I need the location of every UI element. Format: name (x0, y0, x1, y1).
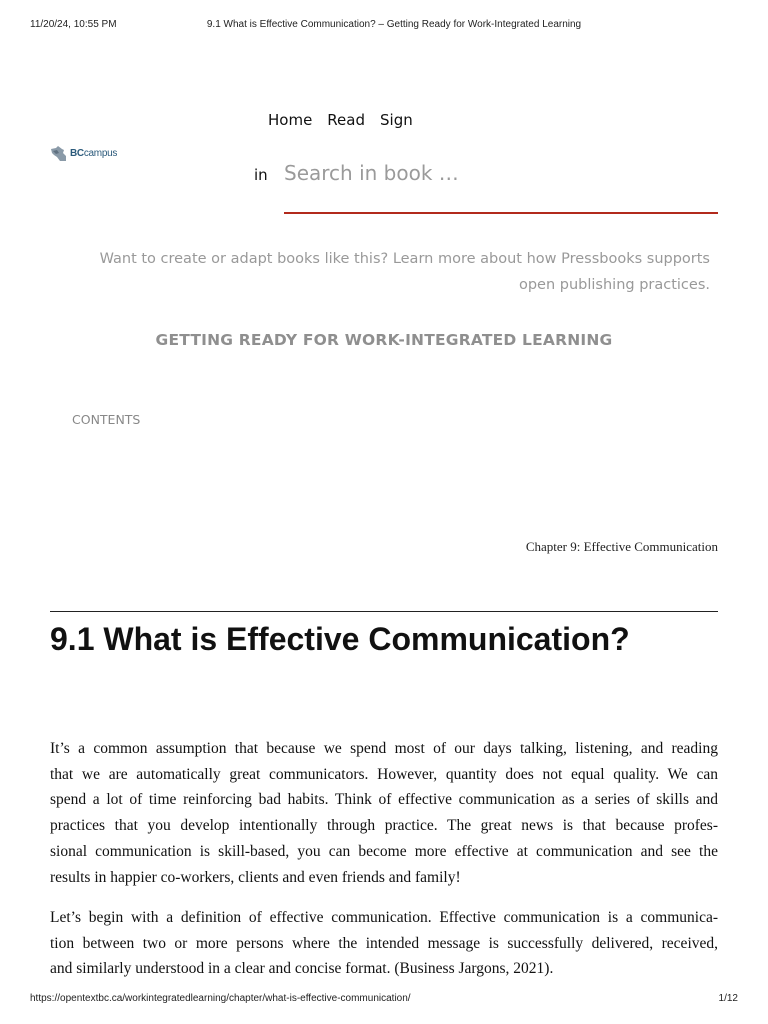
print-page-number: 1/12 (718, 993, 738, 1004)
paragraph-line: and similarly understood in a clear and concise format. (Business Jargons, 2021). (50, 960, 554, 978)
paragraph-line: tion between two or more persons where the intended message is successfully delivered, received, (50, 934, 718, 952)
promo-line-2: open publishing practices. (518, 277, 710, 293)
search-input[interactable] (284, 156, 718, 190)
print-url: https://opentextbc.ca/workintegratedlearning/chapter/what-is-effective-communication/ (30, 993, 411, 1004)
title-divider (50, 611, 718, 612)
body-paragraph-2 (50, 905, 718, 982)
paragraph-line: results in happier co-workers, clients and even friends and family! (50, 868, 461, 886)
paragraph-line: that we are automatically great communicators. However, quantity does not equal quality. We can (50, 765, 718, 783)
top-navigation (268, 111, 413, 129)
book-title-link[interactable]: GETTING READY FOR WORK-INTEGRATED LEARNING (155, 331, 613, 349)
body-paragraph-1 (50, 736, 718, 890)
nav-sign-in-link-suffix[interactable]: in (254, 166, 268, 184)
paragraph-line: spend a lot of time reinforcing bad habits. Think of effective communication as a series of skills and (50, 791, 718, 809)
logo-wordmark: BCcampus (70, 147, 118, 159)
bccampus-logo[interactable] (50, 144, 117, 162)
print-header (30, 19, 738, 33)
paragraph-line: Let’s begin with a definition of effective communication. Effective communication is a communica- (50, 909, 718, 926)
page-title: 9.1 What is Effective Communication? (50, 621, 630, 657)
contents-toggle[interactable]: CONTENTS (72, 412, 141, 427)
paragraph-line: practices that you develop intentionally through practice. The great news is that because profes- (50, 817, 718, 835)
paragraph-line: sional communication is skill-based, you can become more effective at communication and see the (50, 842, 718, 860)
print-datetime: 11/20/24, 10:55 PM (30, 19, 117, 30)
chapter-label: Chapter 9: Effective Communication (525, 539, 718, 554)
paragraph-line: It’s a common assumption that because we spend most of our days talking, listening, and reading (50, 740, 718, 757)
promo-line-1: Want to create or adapt books like this? Learn more about how Pressbooks supports (99, 251, 710, 267)
pressbooks-promo[interactable] (60, 246, 710, 298)
print-document-title: 9.1 What is Effective Communication? – Getting Ready for Work-Integrated Learning (206, 19, 582, 30)
nav-read-link[interactable]: Read (327, 111, 365, 129)
search-form (284, 156, 718, 214)
bc-map-icon (50, 144, 68, 162)
print-footer (30, 993, 738, 1007)
nav-home-link[interactable]: Home (268, 111, 313, 129)
nav-sign-in-link[interactable]: Sign (380, 111, 413, 129)
